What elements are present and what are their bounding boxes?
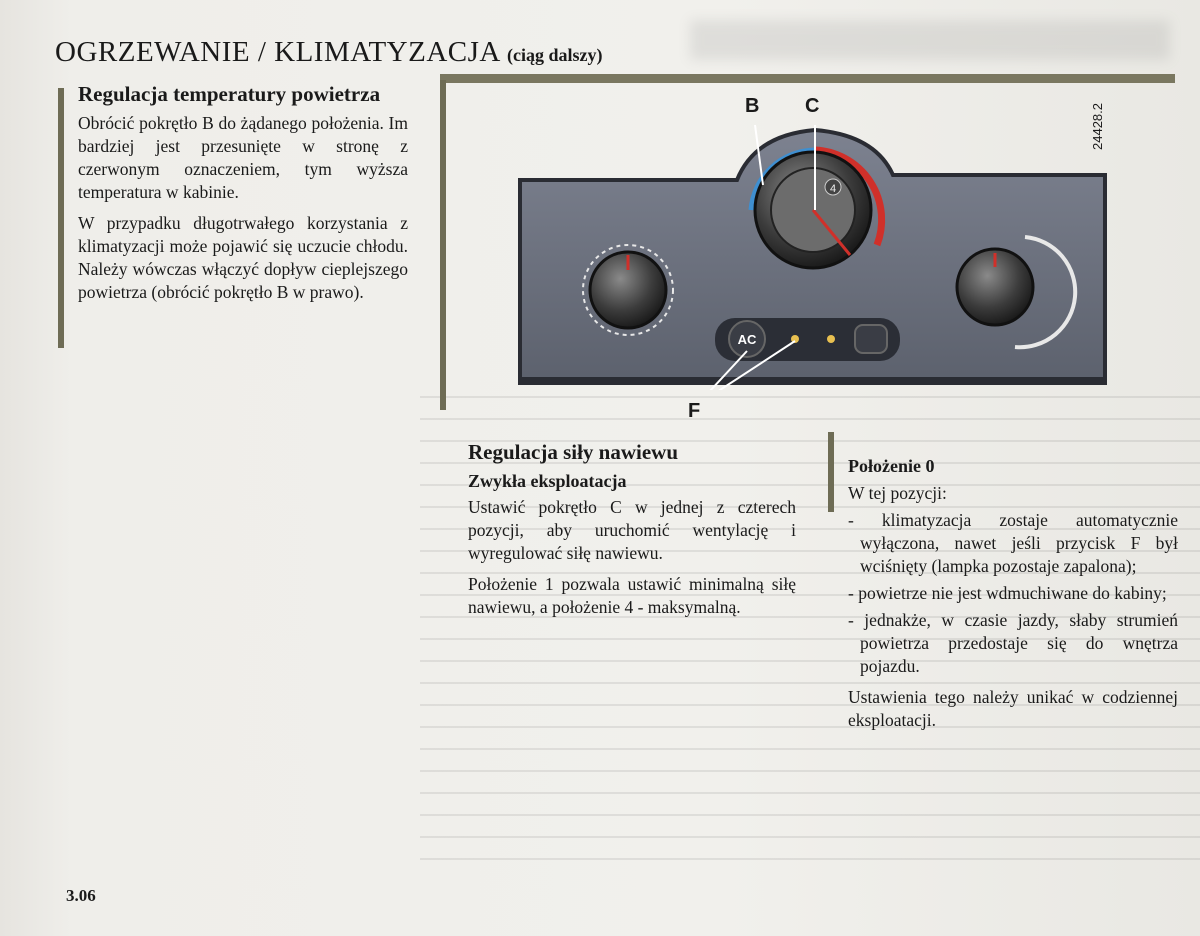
position-zero-text bbox=[848, 482, 1178, 740]
fan-heading: Regulacja siły nawiewu bbox=[468, 440, 678, 464]
callout-c: C bbox=[805, 95, 820, 117]
defrost-indicator-lamp bbox=[827, 335, 835, 343]
fan-subheading: Zwykła eksploatacja bbox=[468, 471, 627, 491]
temperature-paragraph-2: W przypadku długotrwałego korzystania z klimatyzacji może pojawić się uczucie chłodu. Należy wówczas włączyć dopływ cieplejszego powietrza (obrócić pokrętło B w prawo). bbox=[78, 213, 408, 302]
rear-defrost-button[interactable] bbox=[855, 325, 887, 353]
figure-top-rule bbox=[440, 74, 1175, 83]
fan-paragraph-1: Ustawić pokrętło C w jednej z czterech pozycji, aby uruchomić wentylację i wyregulować siłę nawiewu. bbox=[468, 497, 796, 563]
page-title-subtitle: (ciąg dalszy) bbox=[507, 45, 603, 65]
left-column-rule bbox=[58, 88, 64, 348]
list-item: - powietrze nie jest wdmuchiwane do kabiny; bbox=[848, 583, 1167, 603]
position-zero-intro: W tej pozycji: bbox=[848, 483, 947, 503]
position-zero-heading: Położenie 0 bbox=[848, 456, 935, 476]
callout-b: B bbox=[745, 95, 760, 117]
ac-button-label: AC bbox=[737, 332, 757, 347]
fan-speed-number: 4 bbox=[829, 183, 837, 195]
page-title bbox=[55, 36, 602, 69]
page-title-main: OGRZEWANIE / KLIMATYZACJA bbox=[55, 36, 500, 68]
callout-f: F bbox=[688, 400, 701, 422]
list-item: - klimatyzacja zostaje automatycznie wyłączona, nawet jeśli przycisk F był wciśnięty (lampka pozostaje zapalona); bbox=[848, 510, 1178, 576]
page-number: 3.06 bbox=[66, 886, 96, 905]
right-column-rule bbox=[828, 432, 834, 512]
figure-left-rule bbox=[440, 80, 446, 410]
figure-reference-number: 24428.2 bbox=[1090, 103, 1105, 150]
show-through-title bbox=[690, 20, 1170, 60]
position-zero-closing: Ustawienia tego należy unikać w codziennej eksploatacji. bbox=[848, 687, 1178, 730]
panel-bottom-edge bbox=[520, 377, 1105, 385]
fan-text bbox=[468, 496, 796, 627]
fan-paragraph-2: Położenie 1 pozwala ustawić minimalną siłę nawiewu, a położenie 4 - maksymalną. bbox=[468, 574, 796, 617]
list-item: - jednakże, w czasie jazdy, słaby strumień powietrza przedostaje się do wnętrza pojazdu. bbox=[848, 610, 1178, 676]
temperature-paragraph-1: Obrócić pokrętło B do żądanego położenia. Im bardziej jest przesunięte w stronę z czerwonym oznaczeniem, tym wyższa temperatura w kabinie. bbox=[78, 113, 408, 202]
temperature-heading: Regulacja temperatury powietrza bbox=[78, 82, 381, 106]
temperature-text bbox=[78, 112, 408, 312]
position-zero-list bbox=[848, 509, 1178, 678]
climate-control-panel bbox=[515, 103, 1115, 390]
